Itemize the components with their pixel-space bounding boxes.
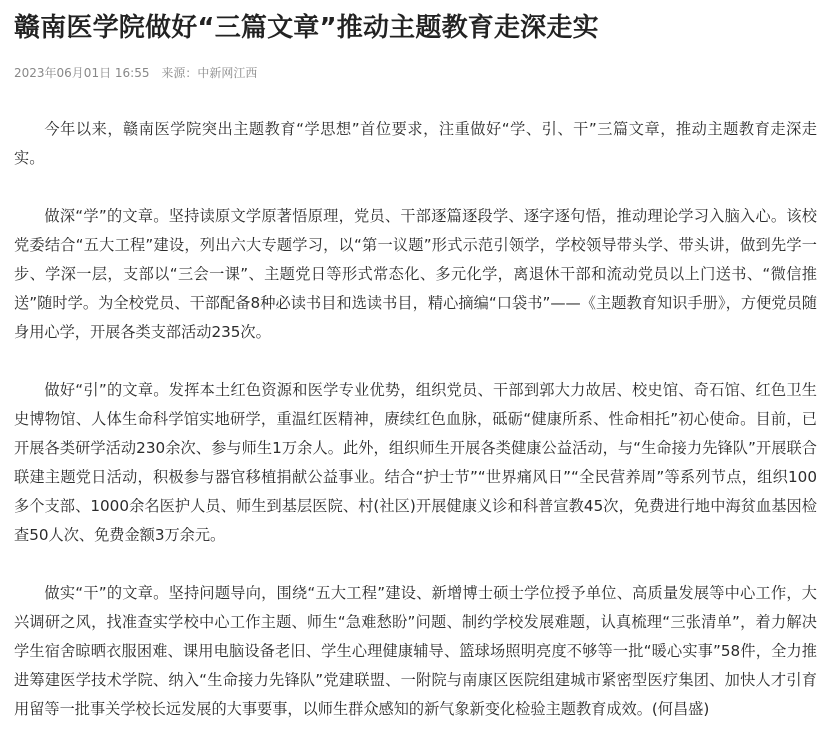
article-title: 赣南医学院做好“三篇文章”推动主题教育走深走实 <box>14 13 599 43</box>
article-meta <box>14 64 257 82</box>
article-body <box>14 115 817 753</box>
source-name: 中新网江西 <box>197 66 258 80</box>
paragraph-guide: 做好“引”的文章。发挥本土红色资源和医学专业优势，组织党员、干部到郭大力故居、校史馆、奇石馆、红色卫生史博物馆、人体生命科学馆实地研学，重温红医精神，赓续红色血脉，砥砺“健康所系、性命相托”初心使命。目前，已开展各类研学活动230余次、参与师生1万余人。此外，组织师生开展各类健康公益活动，与“生命接力先锋队”开展联合联建主题党日活动，积极参与器官移植捐献公益事业。结合“护士节”“世界痛风日”“全民营养周”等系列节点，组织100多个支部、1000余名医护人员、师生到基层医院、村(社区)开展健康义诊和科普宣教45次，免费进行地中海贫血基因检查50人次、免费金额3万余元。 <box>14 381 817 544</box>
publish-datetime: 2023年06月01日 16:55 <box>14 66 150 80</box>
paragraph-action: 做实“干”的文章。坚持问题导向，围绕“五大工程”建设、新增博士硕士学位授予单位、高质量发展等中心工作，大兴调研之风，找准查实学校中心工作主题、师生“急难愁盼”问题、制约学校发展难题，认真梳理“三张清单”，着力解决学生宿舍晾晒衣服困难、课用电脑设备老旧、学生心理健康辅导、篮球场照明亮度不够等一批“暖心实事”58件，全力推进筹建医学技术学院、纳入“生命接力先锋队”党建联盟、一附院与南康区医院组建城市紧密型医疗集团、加快人才引育用留等一批事关学校长远发展的大事要事，以师生群众感知的新气象新变化检验主题教育成效。(何昌盛) <box>14 584 817 718</box>
paragraph-intro: 今年以来，赣南医学院突出主题教育“学思想”首位要求，注重做好“学、引、干”三篇文章，推动主题教育走深走实。 <box>14 120 817 167</box>
source-label: 来源： <box>161 66 198 80</box>
paragraph-study: 做深“学”的文章。坚持读原文学原著悟原理，党员、干部逐篇逐段学、逐字逐句悟，推动理论学习入脑入心。该校党委结合“五大工程”建设，列出六大专题学习，以“第一议题”形式示范引领学，学校领导带头学、带头讲，做到先学一步、学深一层，支部以“三会一课”、主题党日等形式常态化、多元化学，离退休干部和流动党员以上门送书、“微信推送”随时学。为全校党员、干部配备8种必读书目和选读书目，精心摘编“口袋书”——《主题教育知识手册》，方便党员随身用心学，开展各类支部活动235次。 <box>14 207 817 341</box>
